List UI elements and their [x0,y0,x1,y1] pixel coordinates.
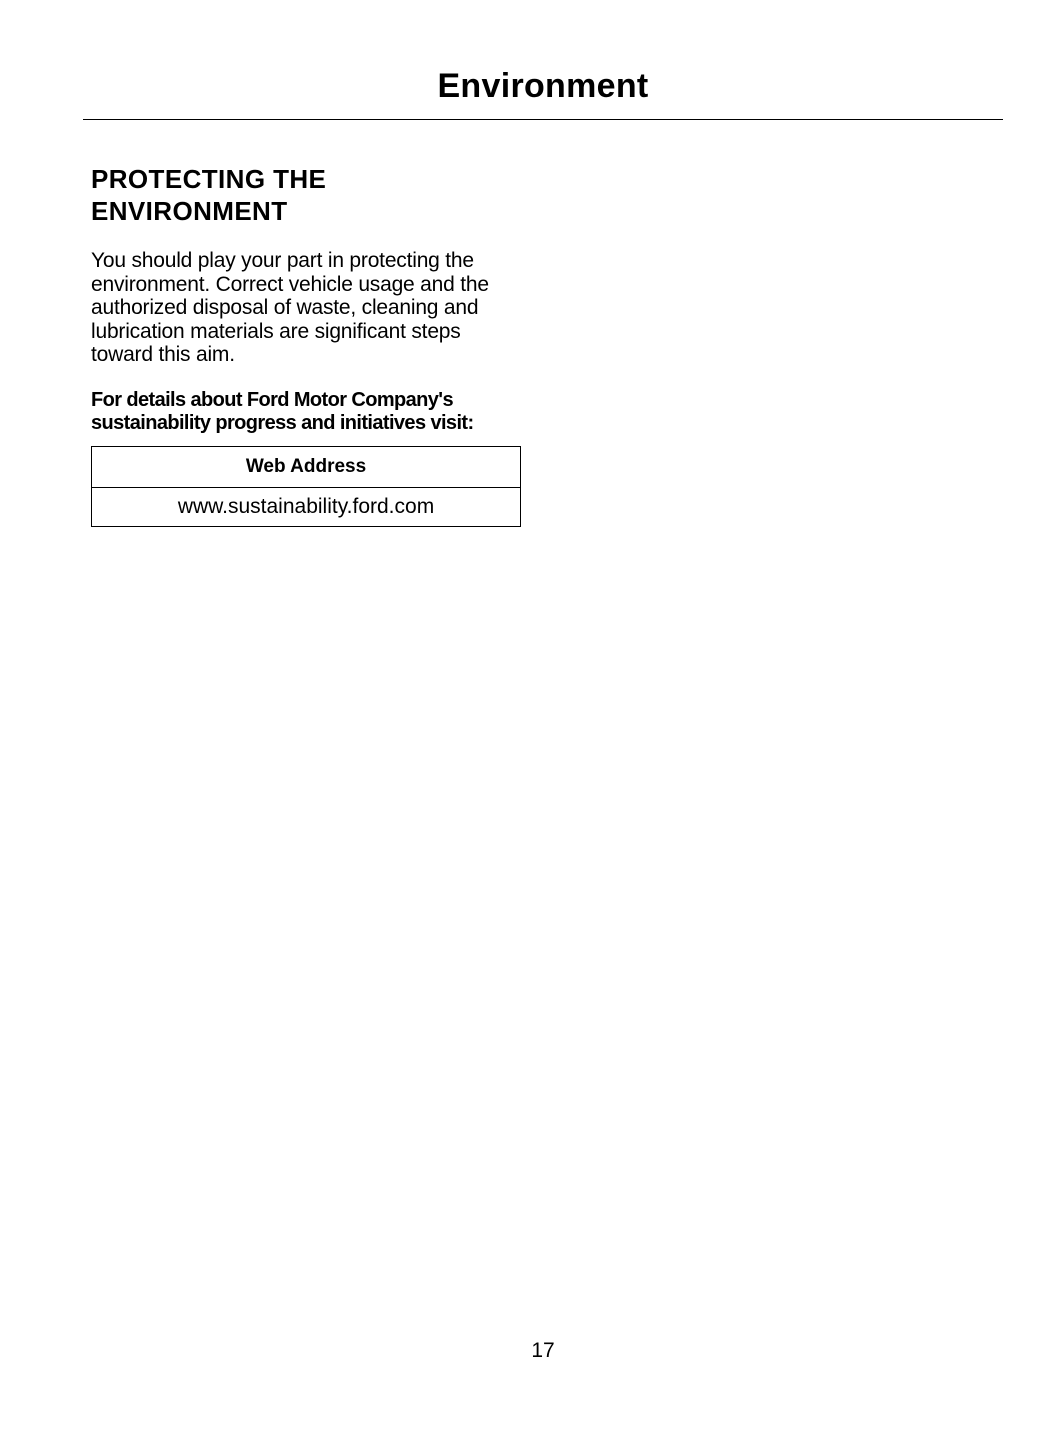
content-column [91,163,521,527]
table-header-cell: Web Address [92,446,521,487]
table-header-row [92,446,521,487]
page-header [83,60,1003,120]
web-address-table [91,446,521,527]
page-number: 17 [531,1339,555,1362]
page-title: Environment [437,67,649,105]
details-intro: For details about Ford Motor Company's sustainability progress and initiatives visit: [91,388,474,434]
section-heading: PROTECTING THE ENVIRONMENT [91,164,327,226]
body-paragraph: You should play your part in protecting the environment. Correct vehicle usage and the authorized disposal of waste, cleaning and lubrication materials are significant steps toward this aim. [91,249,489,366]
web-address-link[interactable]: www.sustainability.ford.com [92,487,521,526]
table-row [92,487,521,526]
